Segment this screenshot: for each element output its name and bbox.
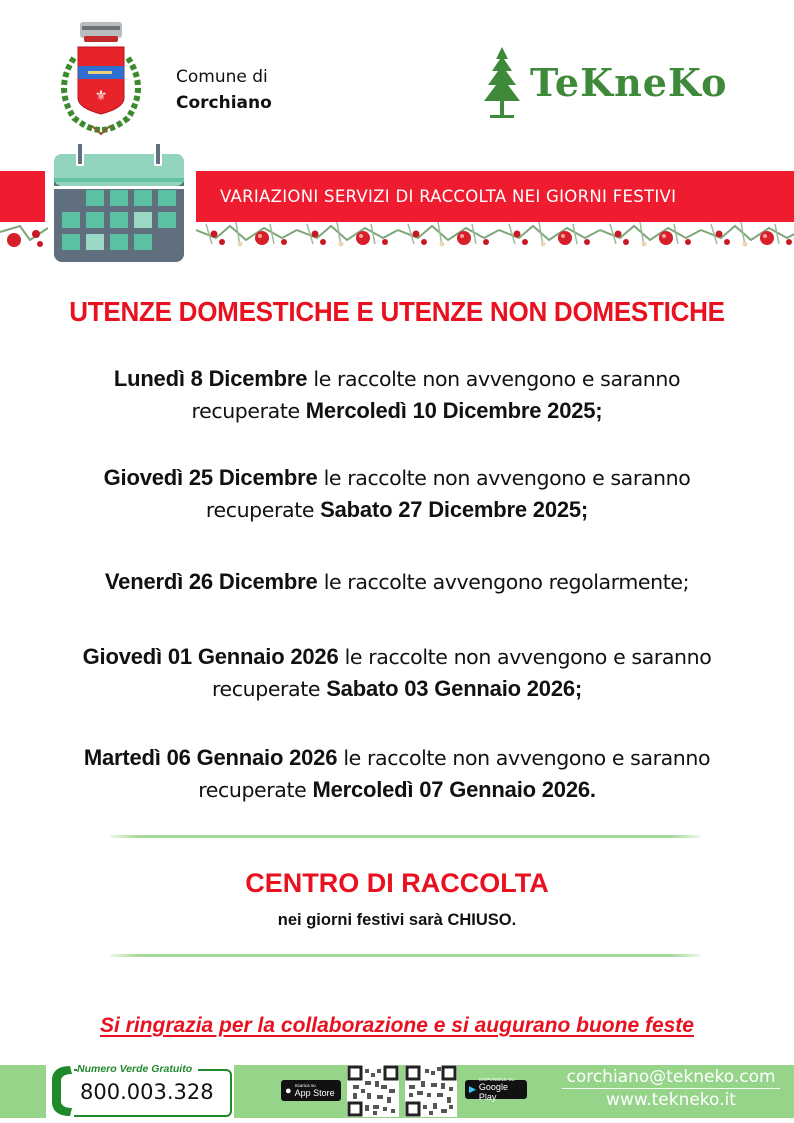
municipality-crest (44, 18, 156, 143)
schedule-item (0, 641, 794, 705)
divider-top (110, 835, 700, 838)
apple-icon: ● (285, 1084, 292, 1097)
holiday-date: Martedì 06 Gennaio 2026 (83, 745, 338, 770)
recovery-date: Mercoledì 07 Gennaio 2026. (312, 777, 596, 802)
municipality-prefix: Comune di (176, 67, 268, 87)
phone-label: Numero Verde Gratuito (77, 1063, 198, 1075)
tekneko-logo (482, 42, 727, 122)
google-play-icon: ▶ (469, 1084, 476, 1094)
calendar-icon (52, 142, 186, 262)
website-link[interactable]: www.tekneko.it (606, 1090, 736, 1110)
item-text: le raccolte non avvengono e saranno (344, 645, 712, 669)
section-title: UTENZE DOMESTICHE E UTENZE NON DOMESTICHE (69, 296, 725, 327)
item-prefix: recuperate (211, 677, 321, 701)
holiday-date: Giovedì 01 Gennaio 2026 (82, 644, 339, 669)
phone-number[interactable]: 800.003.328 (80, 1080, 214, 1104)
app-store-label: App Store (294, 1088, 335, 1098)
recovery-date: Sabato 27 Dicembre 2025; (320, 497, 589, 522)
tree-icon (482, 45, 522, 119)
app-store-small: Scarica su (294, 1083, 316, 1088)
crest-icon (44, 18, 156, 143)
item-text: le raccolte non avvengono e saranno (323, 466, 691, 490)
item-text: le raccolte non avvengono e saranno (313, 367, 681, 391)
qr-code-google-play[interactable] (405, 1065, 457, 1117)
email-link[interactable]: corchiano@tekneko.com (562, 1066, 779, 1089)
centro-subtitle: nei giorni festivi sarà CHIUSO. (277, 911, 517, 929)
google-play-label: Google Play (478, 1082, 508, 1102)
google-play-button[interactable] (465, 1077, 527, 1102)
thanks-message: Si ringrazia per la collaborazione e si augurano buone feste (100, 1014, 694, 1037)
banner-left-segment (0, 171, 45, 222)
centro-title: CENTRO DI RACCOLTA (245, 868, 549, 898)
holiday-date: Lunedì 8 Dicembre (113, 366, 308, 391)
item-prefix: recuperate (198, 778, 307, 802)
google-play-small: DISPONIBILE SU (478, 1077, 515, 1082)
brand-name: TeKneKo (530, 59, 728, 105)
app-store-button[interactable] (281, 1080, 341, 1101)
garland-decoration-left (0, 222, 48, 252)
phone-icon (48, 1064, 74, 1118)
schedule-item (0, 742, 794, 806)
holiday-date: Giovedì 25 Dicembre (103, 465, 318, 490)
qr-code-app-store[interactable] (347, 1065, 399, 1117)
item-prefix: recuperate (191, 399, 300, 423)
garland-decoration-right (196, 222, 794, 252)
item-text: le raccolte non avvengono e saranno (343, 746, 711, 770)
recovery-date: Sabato 03 Gennaio 2026; (326, 676, 583, 701)
municipality-name (176, 64, 272, 116)
schedule-item (0, 566, 794, 598)
divider-bottom (110, 954, 700, 957)
item-text: le raccolte avvengono regolarmente; (323, 570, 690, 594)
schedule-item (0, 462, 794, 526)
svg-text:⚜: ⚜ (94, 87, 108, 103)
banner-title: VARIAZIONI SERVIZI DI RACCOLTA NEI GIORNI FESTIVI (196, 171, 794, 222)
schedule-item (0, 363, 794, 427)
contact-info (548, 1066, 794, 1111)
holiday-date: Venerdì 26 Dicembre (104, 569, 318, 594)
recovery-date: Mercoledì 10 Dicembre 2025; (305, 398, 603, 423)
item-prefix: recuperate (205, 498, 315, 522)
municipality-title: Corchiano (176, 93, 272, 113)
